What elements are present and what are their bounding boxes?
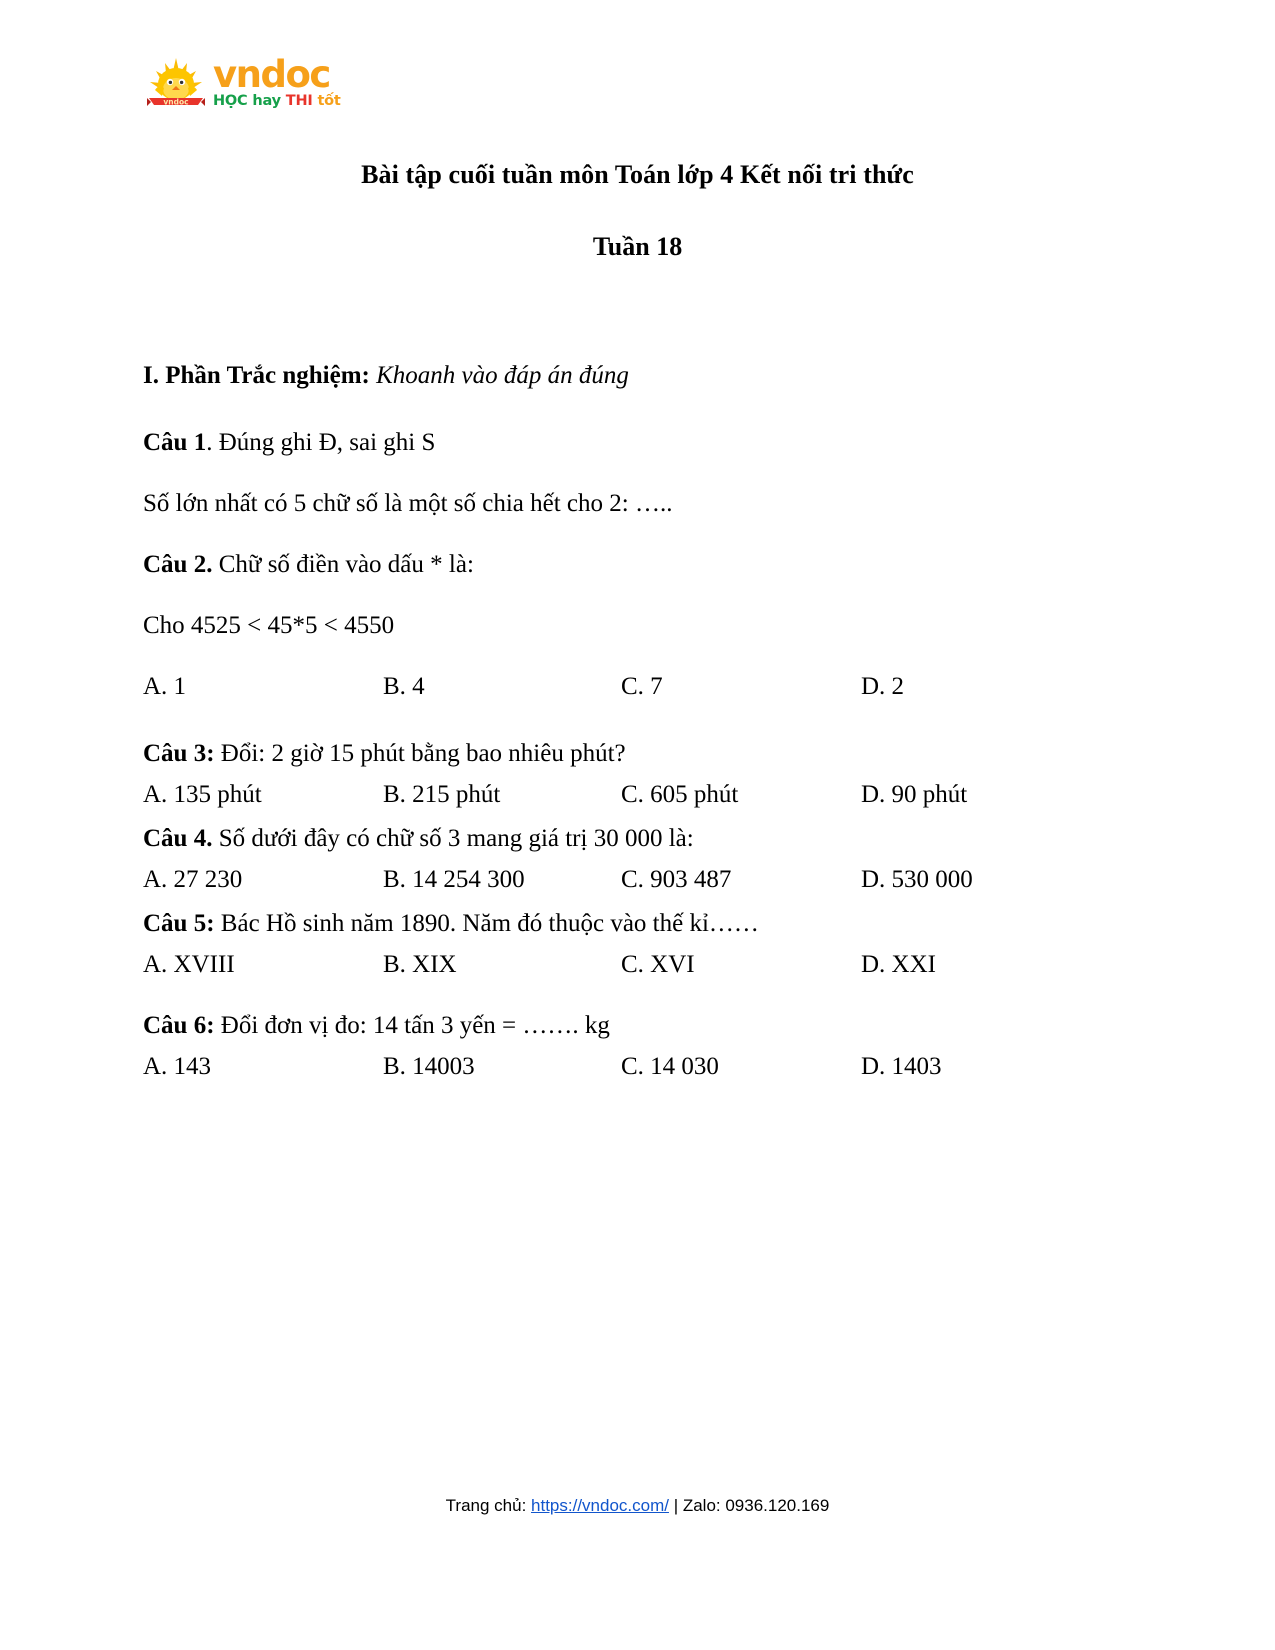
question-4-prompt [143,823,1133,854]
question-3-prompt [143,738,1133,769]
question-3-option-c[interactable]: C. 605 phút [621,781,739,808]
document-subtitle: Tuần 18 [592,232,683,261]
section-heading-bold: I. Phần Trắc nghiệm: [143,362,370,389]
question-6-option-b[interactable]: B. 14003 [383,1053,475,1080]
footer-suffix: | Zalo: 0936.120.169 [668,1496,830,1515]
question-5-option-b[interactable]: B. XIX [383,951,457,978]
tagline-hoc: HỌC [213,93,248,109]
logo-text [213,53,341,110]
question-4-options [143,864,1133,895]
chicken-mascot-icon [145,56,207,114]
question-4-text: Số dưới đây có chữ số 3 mang giá trị 30 000 là: [212,825,694,852]
question-6-option-d[interactable]: D. 1403 [861,1053,942,1080]
question-3-text: Đổi: 2 giờ 15 phút bằng bao nhiêu phút? [214,740,626,767]
vndoc-logo[interactable] [145,53,341,118]
page-footer [0,1496,1275,1516]
question-2-options [143,671,1133,702]
question-6-text: Đổi đơn vị đo: 14 tấn 3 yến = ……. kg [214,1012,610,1039]
question-6-option-c[interactable]: C. 14 030 [621,1053,719,1080]
question-6-options [143,1051,1133,1082]
question-6-prompt [143,1010,1133,1041]
question-2-option-a[interactable]: A. 1 [143,673,187,700]
question-3-label: Câu 3: [143,740,215,767]
question-5-prompt [143,908,1133,939]
question-2-prompt [143,549,1133,580]
question-6-option-a[interactable]: A. 143 [143,1053,212,1080]
question-4-option-b[interactable]: B. 14 254 300 [383,866,525,893]
tagline-thi: THI [285,93,313,109]
question-4-option-d[interactable]: D. 530 000 [861,866,973,893]
svg-text:vndoc: vndoc [163,97,189,107]
question-2-option-d[interactable]: D. 2 [861,673,905,700]
question-5-options [143,949,1133,980]
question-3-option-a[interactable]: A. 135 phút [143,781,262,808]
logo-tagline [213,93,341,110]
question-4-label: Câu 4. [143,825,213,852]
section-heading-italic: Khoanh vào đáp án đúng [376,362,629,389]
footer-homepage-link[interactable]: https://vndoc.com/ [531,1496,669,1515]
question-2-statement: Cho 4525 < 45*5 < 4550 [143,612,395,639]
question-3-option-b[interactable]: B. 215 phút [383,781,501,808]
question-1-statement: Số lớn nhất có 5 chữ số là một số chia hết cho 2: ….. [143,490,673,517]
question-3-option-d[interactable]: D. 90 phút [861,781,968,808]
question-6-label: Câu 6: [143,1012,215,1039]
question-5-text: Bác Hồ sinh năm 1890. Năm đó thuộc vào thế kỉ…… [214,910,759,937]
document-title: Bài tập cuối tuần môn Toán lớp 4 Kết nối tri thức [361,160,914,189]
question-5-option-d[interactable]: D. XXI [861,951,936,978]
question-2-option-b[interactable]: B. 4 [383,673,425,700]
footer-prefix: Trang chủ: [445,1496,532,1515]
question-3-options [143,779,1133,810]
question-5-label: Câu 5: [143,910,215,937]
document-body [143,360,1133,1082]
question-1-prompt [143,427,1133,458]
tagline-tot: tốt [317,93,341,109]
question-4-option-c[interactable]: C. 903 487 [621,866,732,893]
question-2-option-c[interactable]: C. 7 [621,673,663,700]
question-1-text: . Đúng ghi Đ, sai ghi S [206,429,436,456]
tagline-hay: hay [252,93,281,109]
question-2-text: Chữ số điền vào dấu * là: [212,551,474,578]
question-1-label: Câu 1 [143,429,207,456]
question-5-option-a[interactable]: A. XVIII [143,951,235,978]
logo-wordmark: vndoc [213,53,330,96]
section-heading [143,360,1133,391]
question-2-label: Câu 2. [143,551,213,578]
question-4-option-a[interactable]: A. 27 230 [143,866,243,893]
question-5-option-c[interactable]: C. XVI [621,951,695,978]
